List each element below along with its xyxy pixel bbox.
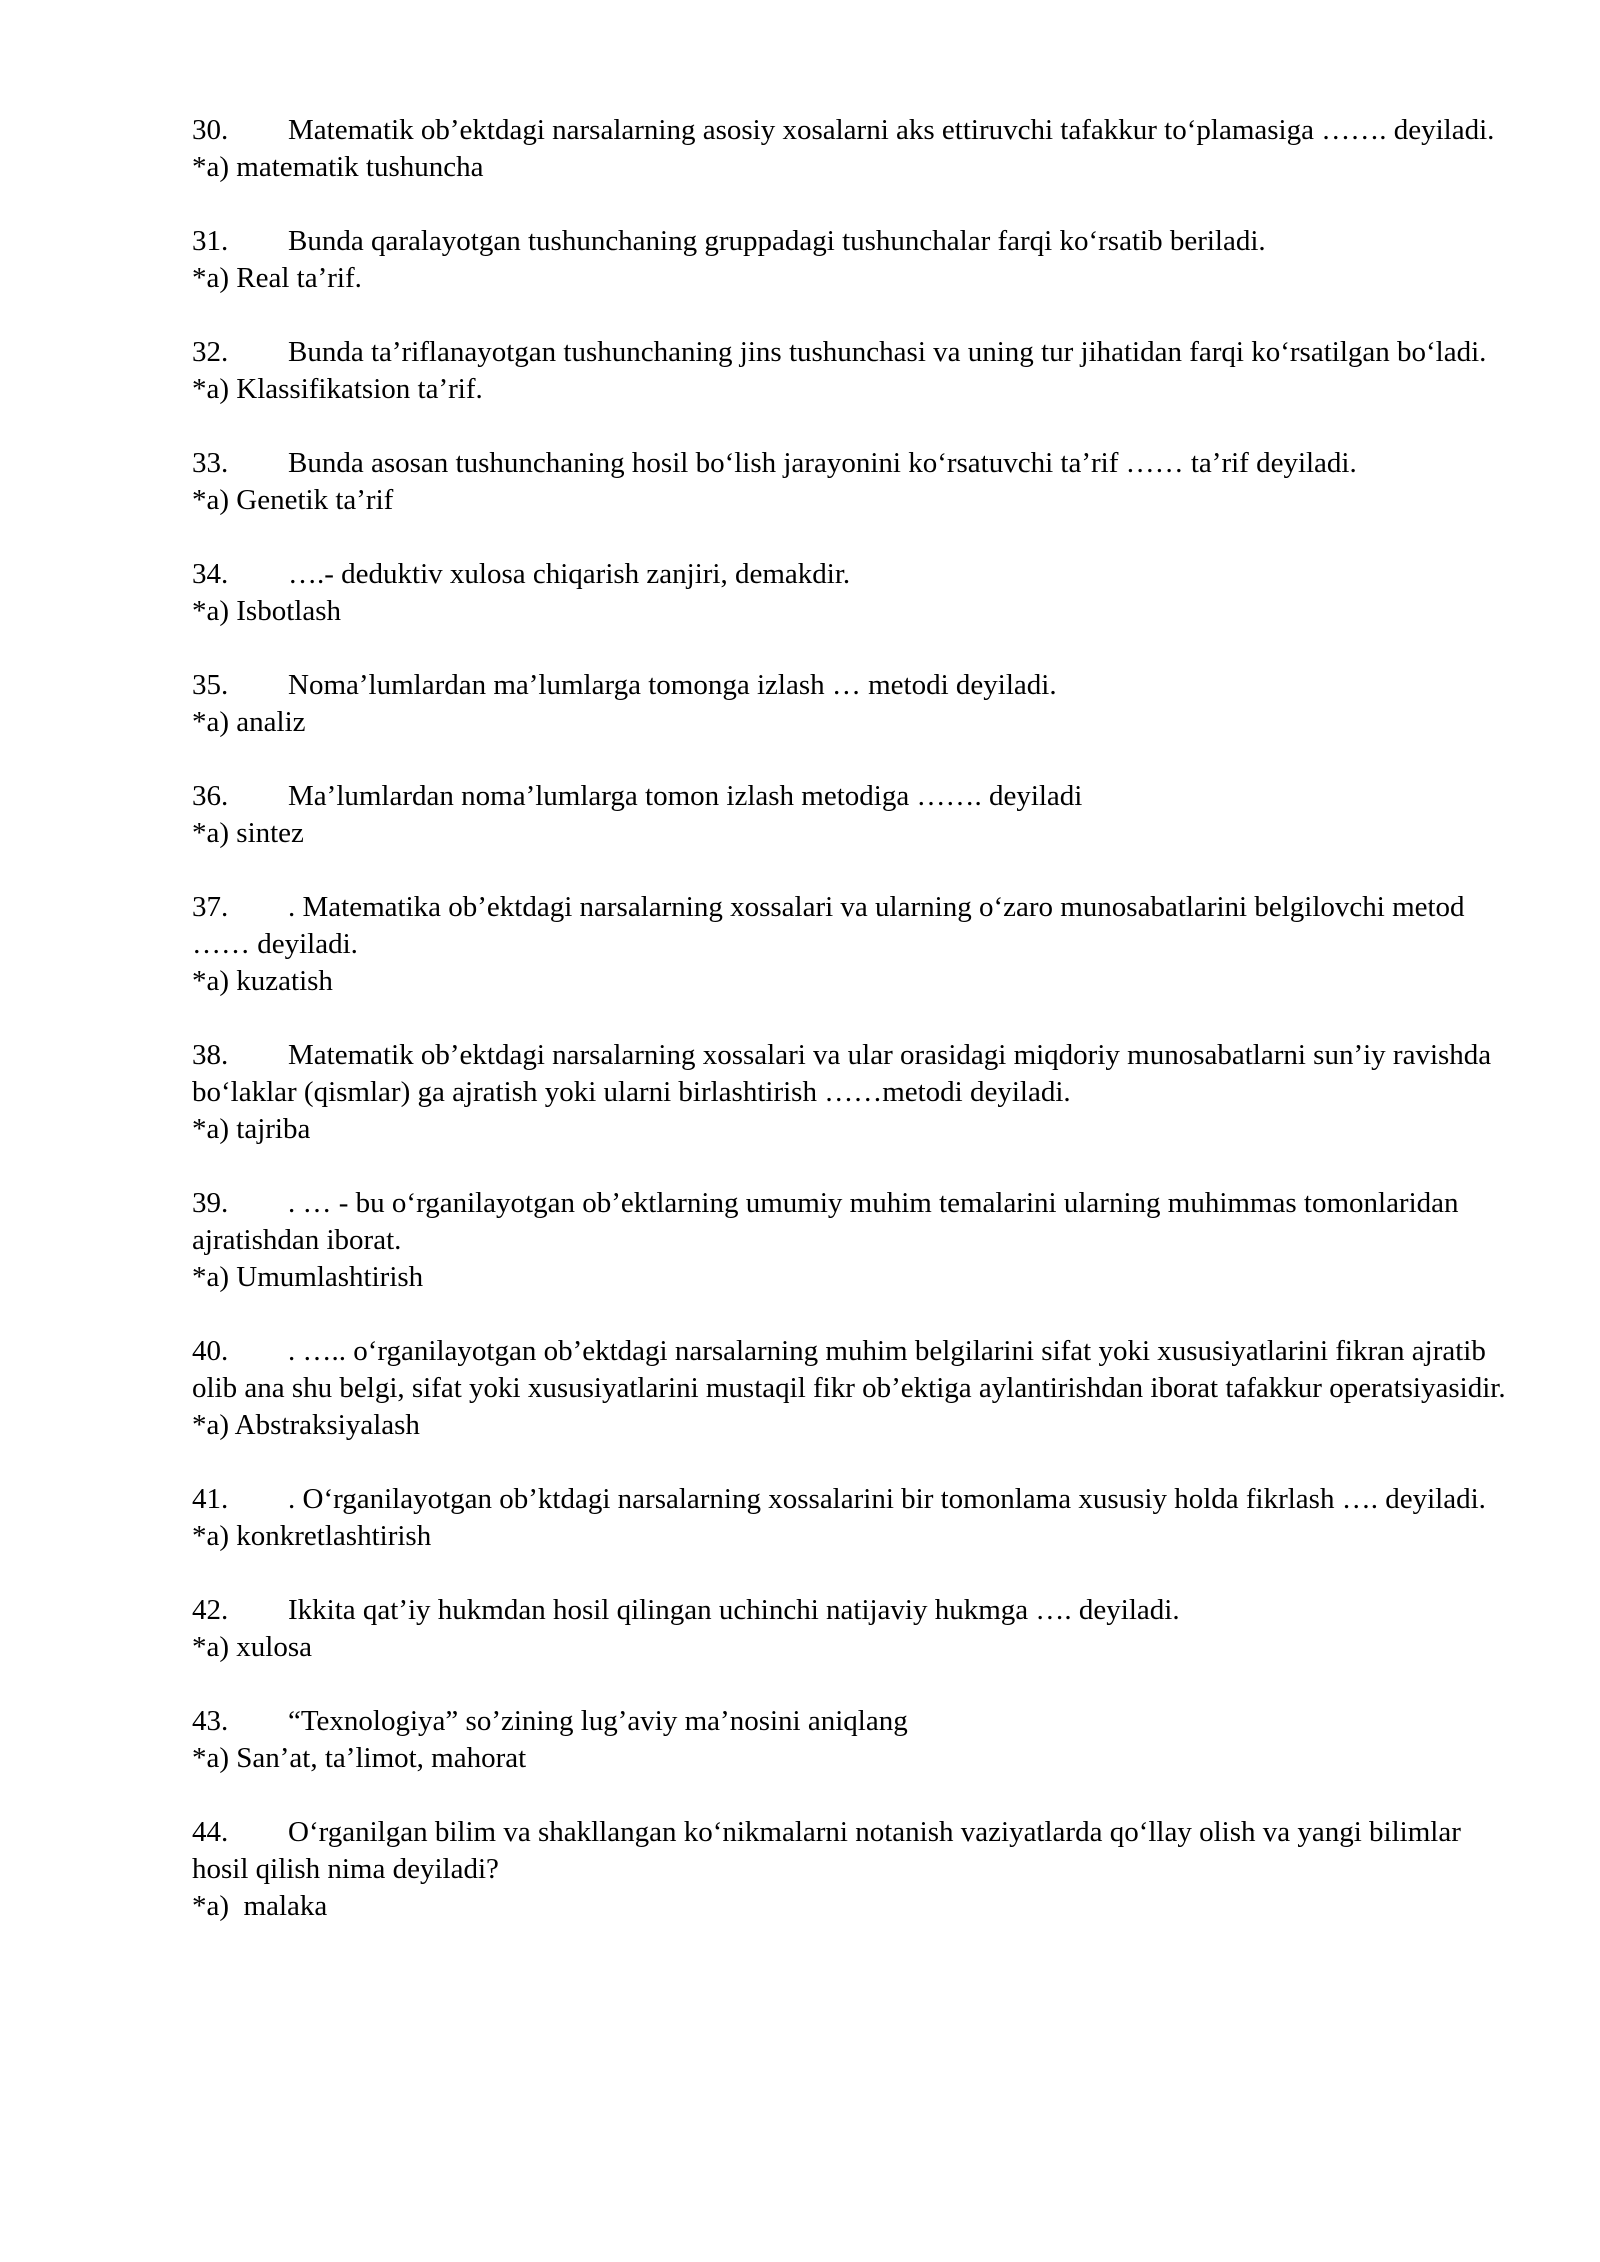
question-text xyxy=(192,1592,1522,1629)
question-text xyxy=(192,667,1522,704)
question-answer: *a) Umumlashtirish xyxy=(192,1261,424,1293)
question-30 xyxy=(192,112,1522,186)
question-text xyxy=(192,445,1522,482)
question-text xyxy=(192,1333,1522,1407)
question-number: 38. xyxy=(192,1039,229,1071)
question-prompt: Noma’lumlardan ma’lumlarga tomonga izlash … metodi deyiladi. xyxy=(288,669,1057,701)
question-answer: *a) konkretlashtirish xyxy=(192,1520,432,1552)
question-prompt: . Matematika ob’ektdagi narsalarning xossalari va ularning o‘zaro munosabatlarini belgilovchi metod …… deyiladi. xyxy=(192,891,1465,960)
question-prompt: O‘rganilgan bilim va shakllangan ko‘nikmalarni notanish vaziyatlarda qo‘llay olish va yangi bilimlar hosil qilish nima deyiladi? xyxy=(192,1816,1461,1885)
question-text xyxy=(192,1703,1522,1740)
question-answer: *a) matematik tushuncha xyxy=(192,151,484,183)
question-33 xyxy=(192,445,1522,519)
question-prompt: Matematik ob’ektdagi narsalarning xossalari va ular orasidagi miqdoriy munosabatlarni sun’iy ravishda bo‘laklar (qismlar) ga ajratish yoki ularni birlashtirish ……metodi deyiladi. xyxy=(192,1039,1492,1108)
question-number: 44. xyxy=(192,1816,229,1848)
question-answer: *a) kuzatish xyxy=(192,965,333,997)
question-number: 35. xyxy=(192,669,229,701)
question-answer: *a) sintez xyxy=(192,817,304,849)
question-text xyxy=(192,778,1522,815)
question-38 xyxy=(192,1037,1522,1148)
question-36 xyxy=(192,778,1522,852)
question-answer: *a) xulosa xyxy=(192,1631,312,1663)
question-number: 37. xyxy=(192,891,229,923)
question-answer: *a) analiz xyxy=(192,706,306,738)
question-answer: *a) Real ta’rif. xyxy=(192,262,362,294)
question-answer: *a) malaka xyxy=(192,1890,328,1922)
question-42 xyxy=(192,1592,1522,1666)
question-text xyxy=(192,334,1522,371)
question-number: 33. xyxy=(192,447,229,479)
question-prompt: “Texnologiya” so’zining lug’aviy ma’nosini aniqlang xyxy=(288,1705,908,1737)
question-prompt: Bunda qaralayotgan tushunchaning gruppadagi tushunchalar farqi ko‘rsatib beriladi. xyxy=(288,225,1266,257)
question-text xyxy=(192,889,1522,963)
question-answer: *a) tajriba xyxy=(192,1113,311,1145)
question-prompt: Bunda asosan tushunchaning hosil bo‘lish jarayonini ko‘rsatuvchi ta’rif …… ta’rif deyiladi. xyxy=(288,447,1357,479)
question-answer: *a) Klassifikatsion ta’rif. xyxy=(192,373,483,405)
question-number: 31. xyxy=(192,225,229,257)
question-number: 39. xyxy=(192,1187,229,1219)
question-text xyxy=(192,223,1522,260)
question-text xyxy=(192,1037,1522,1111)
question-prompt: . O‘rganilayotgan ob’ktdagi narsalarning xossalarini bir tomonlama xususiy holda fikrlash …. deyiladi. xyxy=(288,1483,1486,1515)
question-number: 34. xyxy=(192,558,229,590)
question-text xyxy=(192,112,1522,149)
question-31 xyxy=(192,223,1522,297)
question-text xyxy=(192,1185,1522,1259)
question-34 xyxy=(192,556,1522,630)
question-number: 42. xyxy=(192,1594,229,1626)
question-answer: *a) Isbotlash xyxy=(192,595,341,627)
question-prompt: ….- deduktiv xulosa chiqarish zanjiri, demakdir. xyxy=(288,558,851,590)
question-37 xyxy=(192,889,1522,1000)
question-text xyxy=(192,1481,1522,1518)
question-text xyxy=(192,1814,1522,1888)
question-number: 32. xyxy=(192,336,229,368)
question-43 xyxy=(192,1703,1522,1777)
question-number: 43. xyxy=(192,1705,229,1737)
question-number: 40. xyxy=(192,1335,229,1367)
question-35 xyxy=(192,667,1522,741)
question-39 xyxy=(192,1185,1522,1296)
question-number: 30. xyxy=(192,114,229,146)
question-prompt: Ma’lumlardan noma’lumlarga tomon izlash metodiga ……. deyiladi xyxy=(288,780,1083,812)
question-41 xyxy=(192,1481,1522,1555)
question-prompt: . … - bu o‘rganilayotgan ob’ektlarning umumiy muhim temalarini ularning muhimmas tomonlaridan ajratishdan iborat. xyxy=(192,1187,1459,1256)
question-number: 41. xyxy=(192,1483,229,1515)
question-answer: *a) San’at, ta’limot, mahorat xyxy=(192,1742,527,1774)
question-number: 36. xyxy=(192,780,229,812)
question-answer: *a) Abstraksiyalash xyxy=(192,1409,420,1441)
question-40 xyxy=(192,1333,1522,1444)
question-answer: *a) Genetik ta’rif xyxy=(192,484,394,516)
question-prompt: Bunda ta’riflanayotgan tushunchaning jins tushunchasi va uning tur jihatidan farqi ko‘rsatilgan bo‘ladi. xyxy=(288,336,1487,368)
question-text xyxy=(192,556,1522,593)
document-page xyxy=(192,112,1522,1962)
question-32 xyxy=(192,334,1522,408)
question-prompt: Ikkita qat’iy hukmdan hosil qilingan uchinchi natijaviy hukmga …. deyiladi. xyxy=(288,1594,1180,1626)
question-prompt: Matematik ob’ektdagi narsalarning asosiy xosalarni aks ettiruvchi tafakkur to‘plamasiga ……. deyiladi. xyxy=(288,114,1495,146)
question-44 xyxy=(192,1814,1522,1925)
question-prompt: . ….. o‘rganilayotgan ob’ektdagi narsalarning muhim belgilarini sifat yoki xususiyatlarini fikran ajratib olib ana shu belgi, sifat yoki xususiyatlarini mustaqil fikr ob’ektiga aylantirishdan iborat tafakkur operatsiyasidir. xyxy=(192,1335,1506,1404)
